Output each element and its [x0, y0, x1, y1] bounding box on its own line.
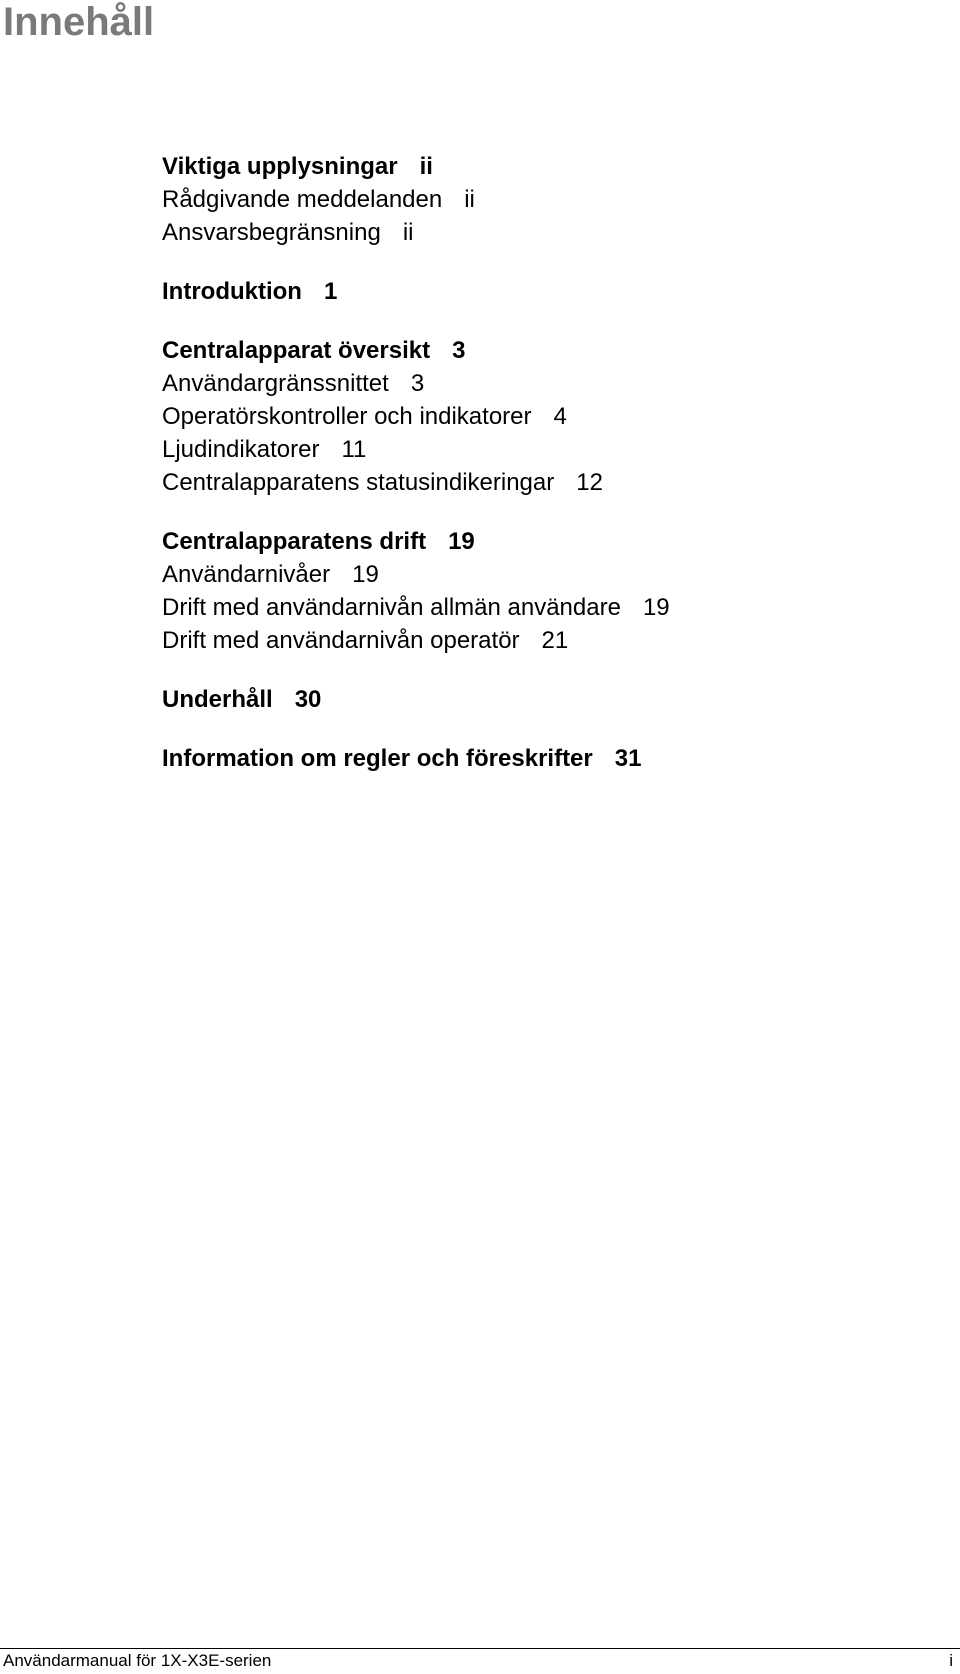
- toc-entry[interactable]: [162, 216, 942, 249]
- toc-entry-label: Ansvarsbegränsning: [162, 219, 381, 246]
- toc-entry-page: 11: [341, 436, 367, 463]
- toc-entry-label: Drift med användarnivån allmän användare: [162, 594, 621, 621]
- page-title: Innehåll: [3, 0, 155, 44]
- toc-entry-label: Information om regler och föreskrifter: [162, 745, 593, 772]
- toc-entry-page: 4: [553, 403, 567, 430]
- footer-document-title: Användarmanual för 1X-X3E-serien: [3, 1651, 272, 1670]
- toc-group: [162, 742, 942, 775]
- toc-entry[interactable]: [162, 150, 942, 183]
- toc-entry-page: 19: [642, 594, 670, 621]
- toc-entry-page: ii: [464, 186, 475, 213]
- toc-entry[interactable]: [162, 367, 942, 400]
- toc-entry[interactable]: [162, 275, 942, 308]
- toc-entry-page: 31: [614, 745, 642, 772]
- toc-entry-label: Användarnivåer: [162, 561, 331, 588]
- toc-entry-page: 1: [323, 278, 338, 305]
- toc-entry[interactable]: [162, 400, 942, 433]
- toc-group: [162, 334, 942, 499]
- toc-entry-label: Drift med användarnivån operatör: [162, 627, 520, 654]
- toc-entry-page: 3: [452, 337, 466, 364]
- table-of-contents: [162, 150, 942, 801]
- toc-entry-page: 12: [576, 469, 603, 496]
- toc-entry[interactable]: [162, 742, 942, 775]
- toc-entry[interactable]: [162, 183, 942, 216]
- toc-entry[interactable]: [162, 466, 942, 499]
- toc-entry[interactable]: [162, 525, 942, 558]
- toc-entry-label: Viktiga upplysningar: [162, 153, 398, 180]
- toc-entry-label: Introduktion: [162, 278, 302, 305]
- toc-entry-label: Rådgivande meddelanden: [162, 186, 443, 213]
- footer-page-number: i: [949, 1651, 953, 1670]
- toc-entry-page: 21: [541, 627, 569, 654]
- toc-entry[interactable]: [162, 591, 942, 624]
- toc-entry-page: ii: [402, 219, 414, 246]
- footer-divider: [0, 1648, 960, 1649]
- toc-entry-page: 30: [294, 686, 322, 713]
- toc-entry-label: Operatörskontroller och indikatorer: [162, 403, 532, 430]
- toc-group: [162, 150, 942, 249]
- toc-entry-page: ii: [419, 153, 433, 180]
- toc-entry-label: Underhåll: [162, 686, 273, 713]
- toc-entry[interactable]: [162, 683, 942, 716]
- toc-group: [162, 275, 942, 308]
- toc-entry-page: 19: [448, 528, 475, 555]
- toc-group: [162, 683, 942, 716]
- toc-group: [162, 525, 942, 657]
- toc-entry-page: 19: [352, 561, 379, 588]
- toc-entry-label: Centralapparat översikt: [162, 337, 431, 364]
- toc-entry-label: Användargränssnittet: [162, 370, 389, 397]
- toc-entry-label: Centralapparatens statusindikeringar: [162, 469, 555, 496]
- toc-entry[interactable]: [162, 558, 942, 591]
- toc-entry-label: Ljudindikatorer: [162, 436, 320, 463]
- toc-entry-label: Centralapparatens drift: [162, 528, 427, 555]
- toc-entry-page: 3: [410, 370, 425, 397]
- toc-entry[interactable]: [162, 334, 942, 367]
- toc-entry[interactable]: [162, 433, 942, 466]
- toc-entry[interactable]: [162, 624, 942, 657]
